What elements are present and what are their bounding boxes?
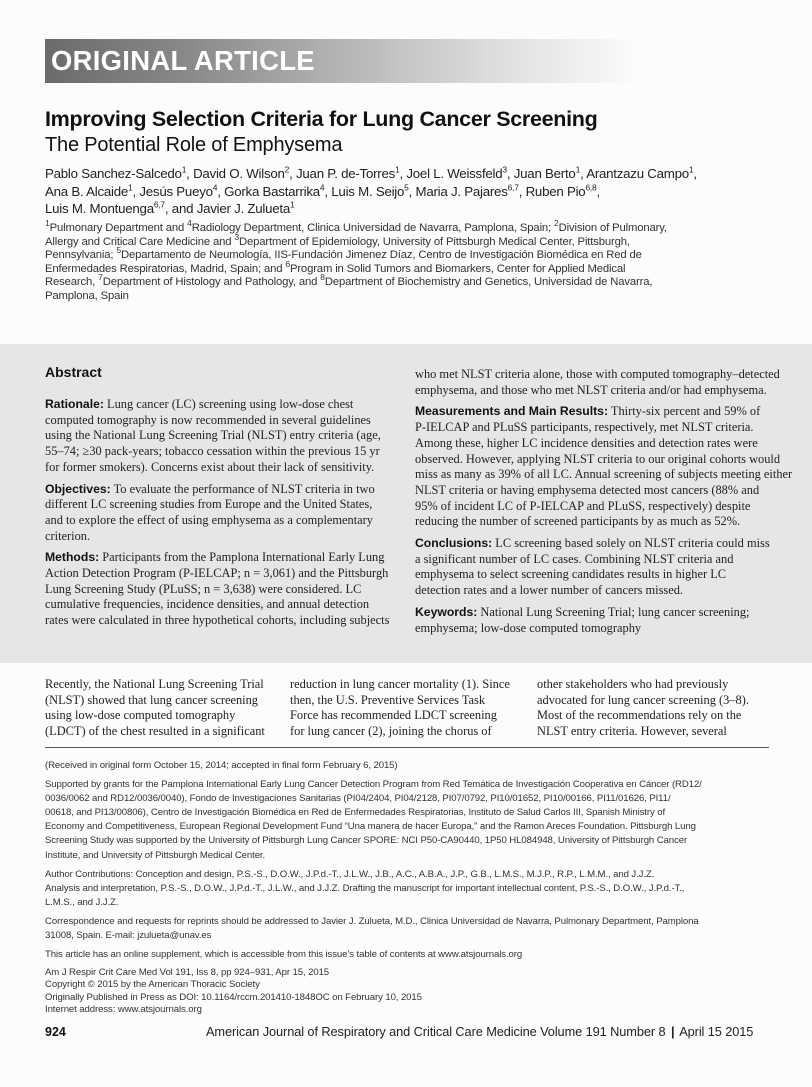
affiliation-marker: 1 — [181, 164, 187, 175]
citation-line: Copyright © 2015 by the American Thoracic Society — [45, 979, 260, 991]
abstract-line: computed tomography is now recommended in several guidelines — [45, 412, 371, 427]
affiliation-line — [45, 272, 785, 290]
note-line: Economy and Competitiveness, European Regional Development Fund “Una manera de hacer Europa,” and the Ramon Areces Foundation. Pittsburgh Lung — [45, 821, 696, 833]
affiliation-line — [45, 231, 785, 250]
affiliation-text: Department of Biochemistry and Genetics, Universidad de Navarra, — [324, 276, 653, 289]
abstract-line: observed. However, applying NLST criteria to our original cohorts would — [415, 451, 781, 466]
abstract-line: emphysema, and those who met NLST criteria and/or had emphysema. — [415, 382, 767, 397]
abstract-section-label: Conclusions: — [415, 536, 493, 551]
footer-separator: | — [670, 1024, 675, 1039]
abstract-section — [415, 404, 793, 530]
author-name: Luis M. Montuenga — [45, 201, 154, 216]
body-text-line: Most of the recommendations rely on the — [537, 708, 742, 723]
body-text-line: other stakeholders who had previously — [537, 677, 729, 691]
affiliation-text: Radiology Department, Clinica Universidad de Navarra, Pamplona, Spain; — [191, 222, 555, 234]
abstract-line: 55–74; ≥30 pack-years; tobacco cessation within the previous 15 yr — [45, 444, 380, 459]
affiliation-text: Departamento de Neumología, IIS-Fundación Jimenez Díaz, Centro de Investigación Biomédica en Red de — [120, 249, 642, 262]
note-line: 31008, Spain. E-mail: jzulueta@unav.es — [45, 930, 212, 942]
author-name: Gorka Bastarrika — [224, 183, 320, 199]
affiliation-marker: 1 — [575, 164, 581, 175]
citation-line: Am J Respir Crit Care Med Vol 191, Iss 8, pp 924–931, Apr 15, 2015 — [45, 967, 330, 979]
abstract-line: Objectives: To evaluate the performance of NLST criteria in two — [45, 481, 375, 496]
abstract-line: NLST criteria or having emphysema detected most cancers (88% and — [415, 482, 760, 497]
affiliation-marker: 5 — [404, 182, 409, 193]
note-line: Author Contributions: Conception and design, P.S.-S., D.O.W., J.P.d.-T., J.L.W., J.B., A.C., A.B.A., J.P., G.B., L.M.S., M.J.P., R.P., L.M.M., and J.J.Z. — [45, 868, 655, 880]
affiliation-line — [45, 290, 785, 304]
citation-line: Internet address: www.atsjournals.org — [45, 1003, 202, 1015]
abstract-line: detection rates and a lower number of cancers missed. — [415, 583, 684, 598]
abstract-line: emphysema to select screening candidates results in higher LC — [415, 567, 727, 582]
author-name: Ana B. Alcaide — [45, 183, 128, 199]
affiliation-line — [45, 259, 785, 277]
note-paragraph — [45, 948, 785, 962]
article-title: Improving Selection Criteria for Lung Cancer Screening — [45, 107, 598, 131]
affiliation-text: Department of Epidemiology, University of Pittsburgh Medical Center, Pittsburgh, — [239, 235, 630, 248]
abstract-line: Among these, higher LC incidence densities and detection rates were — [415, 435, 758, 450]
abstract-section — [415, 367, 780, 398]
body-text-line: (NLST) showed that lung cancer screening — [45, 692, 258, 707]
affiliation-marker: 4 — [212, 182, 218, 193]
body-text-line: Recently, the National Lung Screening Trial — [45, 677, 264, 691]
author-name: Luis M. Seijo — [331, 183, 405, 199]
affiliation-marker: 4 — [319, 182, 325, 193]
note-line: Correspondence and requests for reprints should be addressed to Javier J. Zulueta, M.D., Clinica Universidad de Navarra, Pulmonary Department, Pamplona — [45, 915, 699, 927]
affiliation-marker: 2 — [554, 218, 559, 229]
abstract-line: P-IELCAP and PLuSS participants, respectively, met NLST criteria. — [415, 420, 754, 435]
note-line: (Received in original form October 15, 2014; accepted in final form February 6, 2015) — [45, 760, 398, 771]
banner-label: ORIGINAL ARTICLE — [51, 45, 315, 76]
affiliation-marker: 6,7 — [507, 182, 519, 193]
author-list — [45, 165, 785, 218]
abstract-line: criterion. — [45, 528, 91, 543]
article-subtitle: The Potential Role of Emphysema — [45, 134, 343, 156]
author-name: Jesús Pueyo — [139, 183, 213, 199]
affiliation-marker: 6 — [285, 259, 290, 270]
author-name: Javier J. Zulueta — [196, 201, 291, 216]
abstract-line: Rationale: Lung cancer (LC) screening using low-dose chest — [45, 397, 354, 411]
affiliation-marker: 6,8 — [585, 182, 597, 193]
body-text-line: for lung cancer (2), joining the chorus of — [290, 724, 492, 739]
abstract-line: 95% of incident LC of P-IELCAP and PLuSS, respectively) despite — [415, 498, 751, 513]
body-text-line: reduction in lung cancer mortality (1). Since — [290, 677, 510, 691]
author-name: Joel L. Weissfeld — [406, 166, 503, 181]
affiliation-marker: 3 — [234, 231, 240, 242]
journal-name: American Journal of Respiratory and Critical Care Medicine Volume 191 Number 8 — [206, 1024, 666, 1039]
body-column-3 — [537, 677, 749, 740]
article-notes — [45, 759, 785, 1016]
affiliation-marker: 2 — [284, 164, 290, 175]
author-name: Arantzazu Campo — [586, 166, 689, 181]
affiliation-text: Research, — [45, 276, 99, 289]
abstract-section-label: Rationale: — [45, 397, 104, 411]
abstract-line: rates were calculated in three hypothetical cohorts, including subjects — [45, 613, 390, 628]
affiliation-marker: 3 — [502, 164, 507, 175]
abstract-line: using the National Lung Screening Trial (NLST) entry criteria (age, — [45, 428, 381, 443]
affiliation-text: Pennsylvania; — [45, 249, 117, 262]
abstract-section-label: Methods: — [45, 550, 100, 565]
body-text-line: (LDCT) of the chest resulted in a significant — [45, 724, 265, 739]
author-line: Luis M. Montuenga$^{6,7}$, and Javier J. Zulueta$^1$ — [45, 199, 295, 216]
note-line: 0036/0062 and RD12/0036/0040), Fondo de Investigaciones Sanitarias (PI04/2404, PI04/2128, PI07/0792, PI10/01652, PI10/00166, PI11/01626, PI11/ — [45, 793, 671, 805]
abstract-section — [45, 482, 405, 545]
abstract-line: Keywords: National Lung Screening Trial; lung cancer screening; — [415, 604, 750, 619]
note-line: Screening Study was supported by the University of Pittsburgh Lung Cancer SPORE: NCI P50-CA90440, 1P50 HL084948, University of Pittsburgh Cancer — [45, 835, 688, 847]
author-name: Maria J. Pajares — [415, 183, 508, 199]
abstract-line: Conclusions: LC screening based solely on NLST criteria could miss — [415, 536, 770, 551]
body-text-line: then, the U.S. Preventive Services Task — [290, 692, 486, 707]
abstract-line: Lung Screening Study (PLuSS; n = 3,638) were considered. LC — [45, 581, 362, 596]
author-name: David O. Wilson — [193, 166, 285, 181]
section-banner — [45, 39, 635, 83]
author-name: Juan P. de-Torres — [296, 166, 395, 181]
note-line: 00618, and PI13/00806), Centro de Investigación Biomédica en Red de Enfermedades Respiratorias, Instituto de Salud Carlos III, Spanish Ministry of — [45, 807, 666, 819]
running-footer — [206, 1024, 753, 1039]
abstract-line: Measurements and Main Results: Thirty-six percent and 59% of — [415, 404, 761, 419]
note-line: This article has an online supplement, which is accessible from this issue’s table of contents at www.atsjournals.org — [45, 949, 523, 961]
affiliation-marker: 6,7 — [153, 199, 165, 210]
affiliation-marker: 1 — [395, 164, 400, 175]
abstract-line: Action Detection Program (P-IELCAP; n = 3,061) and the Pittsburgh — [45, 566, 389, 581]
footnote-divider — [45, 747, 769, 748]
affiliation-marker: 4 — [187, 218, 192, 229]
abstract-line: a significant number of LC cases. Combining NLST criteria and — [415, 551, 734, 566]
note-paragraph — [45, 778, 785, 863]
abstract-line: miss as many as 39% of all LC. Annual screening of subjects meeting either — [415, 467, 793, 482]
body-text-line: NLST entry criteria. However, several — [537, 724, 727, 739]
affiliation-marker: 1 — [688, 164, 694, 175]
affiliation-text: Enfermedades Respiratorias, Madrid, Spain; and — [45, 262, 286, 275]
affiliation-text: Division of Pulmonary, — [558, 222, 667, 234]
abstract-line: cumulative frequencies, incidence densities, and annual detection — [45, 597, 370, 612]
citation-block — [45, 967, 785, 1016]
citation-line: Originally Published in Press as DOI: 10.1164/rccm.201410-1848OC on February 10, 2015 — [45, 991, 422, 1003]
body-text-line: advocated for lung cancer screening (3–8). — [537, 692, 749, 707]
abstract-line: emphysema; low-dose computed tomography — [415, 620, 642, 635]
note-line: L.M.S., and J.J.Z. — [45, 896, 119, 908]
body-column-2 — [290, 677, 510, 740]
abstract-section-label: Keywords: — [415, 604, 478, 619]
abstract-line: reducing the number of screened participants by as much as 52%. — [415, 514, 741, 529]
affiliation-text: Pamplona, Spain — [45, 289, 129, 302]
abstract-section — [415, 536, 770, 599]
affiliation-text: Pulmonary Department and — [49, 222, 188, 234]
page-number: 924 — [45, 1025, 66, 1039]
affiliation-line — [45, 218, 785, 236]
abstract-line: who met NLST criteria alone, those with computed tomography–detected — [415, 367, 780, 381]
abstract-column-left — [45, 397, 405, 635]
issue-date: April 15 2015 — [679, 1024, 754, 1039]
author-line: Ana B. Alcaide$^1$, Jesús Pueyo$^4$, Gorka Bastarrika$^4$, Luis M. Seijo$^5$, Maria J. Pajares$^{6,7}$, Ruben Pio$^{6,8}$, — [45, 182, 600, 199]
body-text-line: using low-dose computed tomography — [45, 708, 236, 723]
abstract-heading: Abstract — [45, 364, 102, 380]
abstract-section-label: Measurements and Main Results: — [415, 404, 609, 419]
author-name: Juan Berto — [513, 166, 576, 181]
note-paragraph — [45, 759, 785, 773]
affiliation-marker: 8 — [320, 272, 325, 283]
abstract-section — [45, 550, 405, 629]
affiliations — [45, 218, 785, 304]
abstract-column-right — [415, 367, 793, 642]
affiliation-marker: 1 — [290, 199, 295, 210]
body-text-line: Force has recommended LDCT screening — [290, 708, 497, 723]
note-paragraph — [45, 915, 785, 943]
affiliation-marker: 7 — [98, 272, 103, 283]
note-paragraph — [45, 868, 785, 910]
abstract-section — [415, 605, 770, 636]
affiliation-marker: 5 — [116, 245, 121, 256]
abstract-line: for former smokers). Concerns exist about their lack of sensitivity. — [45, 459, 375, 474]
abstract-line: different LC screening studies from Europe and the United States, — [45, 497, 373, 512]
author-name: Ruben Pio — [525, 183, 586, 199]
author-name: Pablo Sanchez-Salcedo — [45, 166, 182, 181]
affiliation-marker: 1 — [128, 182, 133, 193]
abstract-section-label: Objectives: — [45, 481, 111, 496]
affiliation-text: Allergy and Critical Care Medicine and — [45, 235, 235, 248]
author-line: Pablo Sanchez-Salcedo$^1$, David O. Wilson$^2$, Juan P. de-Torres$^1$, Joel L. Weissfeld$^3$, Juan Berto$^1$, Arantzazu Campo$^1$, — [45, 164, 697, 181]
affiliation-text: Program in Solid Tumors and Biomarkers, Center for Applied Medical — [289, 262, 626, 275]
affiliation-text: Department of Histology and Pathology, and — [102, 276, 321, 289]
body-column-1 — [45, 677, 265, 740]
affiliation-line — [45, 245, 785, 263]
note-line: Institute, and University of Pittsburgh Medical Center. — [45, 849, 266, 861]
abstract-line: and to explore the effect of using emphysema as a complementary — [45, 512, 374, 527]
abstract-section — [45, 397, 405, 476]
affiliation-marker: 1 — [45, 218, 50, 229]
note-line: Analysis and interpretation, P.S.-S., D.O.W., J.P.d.-T., J.L.W., and J.J.Z. Drafting the manuscript for important intellectual content, P.S.-S., D.O.W., J.P.d.-T., — [45, 882, 685, 894]
note-line: Supported by grants for the Pamplona International Early Lung Cancer Detection Program from Red Temática de Investigación Cooperativa en Cáncer (RD12/ — [45, 779, 702, 791]
abstract-line: Methods: Participants from the Pamplona International Early Lung — [45, 550, 385, 565]
